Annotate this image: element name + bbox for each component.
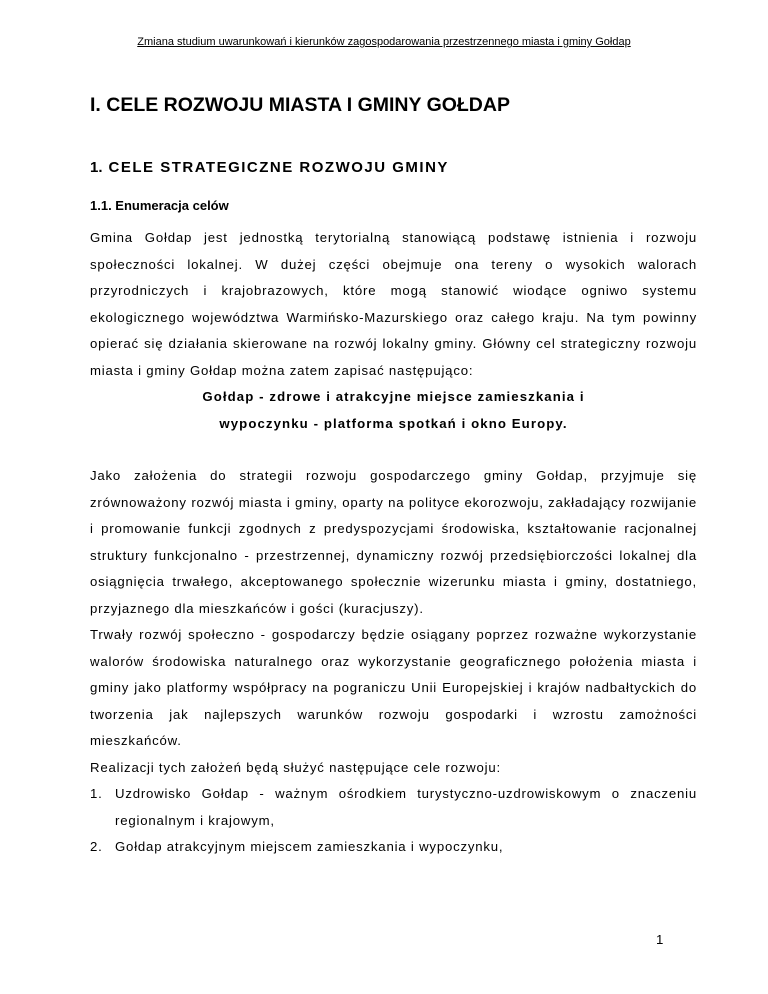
paragraph-sustainable-development: Trwały rozwój społeczno - gospodarczy będzie osiągany poprzez rozważne wykorzystanie walorów środowiska naturalnego oraz wykorzystanie geograficznego położenia miasta i gminy jako platformy współpracy na pograniczu Unii Europejskiej i krajów nadbałtyckich do tworzenia jak najlepszych warunków rozwoju gospodarki i wzrostu zamożności mieszkańców.: [90, 627, 697, 748]
strategic-goal-motto: [90, 384, 697, 437]
goals-list: [90, 781, 697, 861]
paragraph-goals-intro: Realizacji tych założeń będą służyć następujące cele rozwoju:: [90, 759, 501, 775]
section-title: CELE STRATEGICZNE ROZWOJU GMINY: [108, 159, 449, 176]
document-body: [90, 94, 697, 861]
list-item-number: 2.: [90, 839, 103, 854]
list-item: [90, 781, 697, 834]
subsection-title: 1.1. Enumeracja celów: [90, 198, 229, 213]
list-item-text: Uzdrowisko Gołdap - ważnym ośrodkiem turystyczno-uzdrowiskowym o znaczeniu regionalnym i krajowym,: [115, 786, 697, 828]
motto-line-1: Gołdap - zdrowe i atrakcyjne miejsce zamieszkania i: [202, 389, 585, 404]
motto-line-2: wypoczynku - platforma spotkań i okno Europy.: [219, 415, 568, 431]
section-heading: [90, 159, 697, 176]
section-number: 1.: [90, 159, 103, 176]
paragraph-intro: Gmina Gołdap jest jednostką terytorialną stanowiącą podstawę istnienia i rozwoju społeczności lokalnej. W dużej części obejmuje ona tereny o wysokich walorach przyrodniczych i krajobrazowych, które mogą stanowić wiodące ogniwo systemu ekologicznego województwa Warmińsko-Mazurskiego oraz całego kraju. Na tym powinny opierać się działania skierowane na rozwój lokalny gminy. Główny cel strategiczny rozwoju miasta i gminy Gołdap można zatem zapisać następująco:: [90, 230, 697, 378]
chapter-title: I. CELE ROZWOJU MIASTA I GMINY GOŁDAP: [90, 94, 510, 116]
list-item-number: 1.: [90, 786, 103, 801]
paragraph-assumptions: Jako założenia do strategii rozwoju gospodarczego gminy Gołdap, przyjmuje się zrównoważony rozwój miasta i gminy, oparty na polityce ekorozwoju, zakładający rozwijanie i promowanie funkcji zgodnych z predyspozycjami środowiska, kształtowanie racjonalnej struktury funkcjonalno - przestrzennej, dynamiczny rozwój przedsiębiorczości lokalnej dla osiągnięcia trwałego, akceptowanego społecznie wizerunku miasta i gminy, dostatniego, przyjaznego dla mieszkańców i gości (kuracjuszy).: [90, 468, 697, 616]
running-header: Zmiana studium uwarunkowań i kierunków zagospodarowania przestrzennego miasta i gminy Gołdap: [137, 36, 631, 48]
list-item-text: Gołdap atrakcyjnym miejscem zamieszkania i wypoczynku,: [115, 839, 504, 854]
list-item: [90, 834, 697, 861]
page-number: 1: [656, 932, 664, 947]
